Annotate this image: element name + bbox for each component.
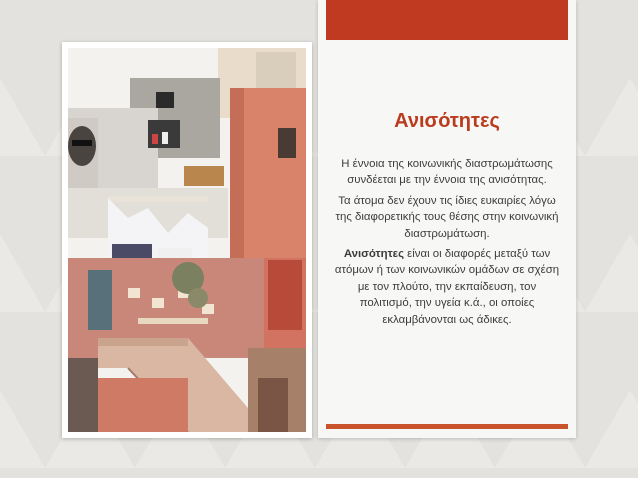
building-photo <box>68 48 306 432</box>
photo-frame <box>62 42 312 438</box>
slide-title: Ανισότητες <box>394 110 500 132</box>
paragraph-1: Η έννοια της κοινωνικής διαστρωμάτωσης συνδέεται με την έννοια της ανισότητας. <box>341 158 553 187</box>
paragraph-3-text: είναι οι διαφορές μεταξύ των ατόμων ή των κοινωνικών ομάδων σε σχέση με τον πλούτο, την εκπαίδευση, τον πολιτισμό, την υγεία κ.ά., οι οποίες εκλαμβάνονται ως άδικες. <box>334 248 560 326</box>
top-accent-bar <box>326 0 568 40</box>
bottom-accent-bar <box>326 424 568 429</box>
slide-body <box>332 156 562 332</box>
paragraph-3 <box>332 246 562 328</box>
paragraph-3-bold-term: Ανισότητες <box>343 248 405 261</box>
paragraph-2: Τα άτομα δεν έχουν τις ίδιες ευκαιρίες λόγω της διαφορετικής τους θέσης στην κοινωνική διαστρωμάτωση. <box>335 194 559 240</box>
text-panel <box>318 0 576 438</box>
